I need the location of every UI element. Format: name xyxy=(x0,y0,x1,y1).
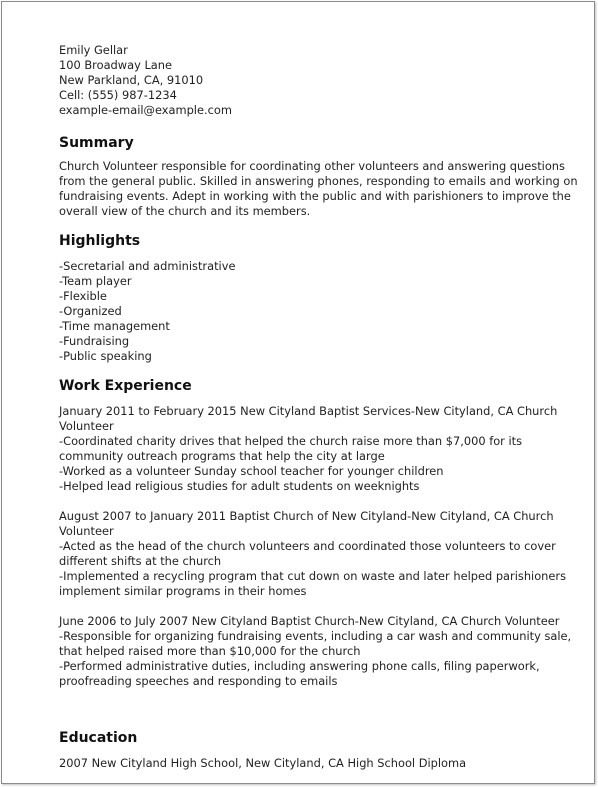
job-bullet: -Helped lead religious studies for adult students on weeknights xyxy=(59,479,420,493)
contact-email: example-email@example.com xyxy=(59,103,232,117)
job-bullet: -Responsible for organizing fundraising events, including a car wash and community sale, that helped raised more than $10,000 for the church xyxy=(59,629,572,658)
education-heading: Education xyxy=(59,730,138,746)
highlight-item: -Team player xyxy=(59,274,132,288)
job-bullet: -Acted as the head of the church volunteers and coordinated those volunteers to cover different shifts at the church xyxy=(59,539,556,568)
job-entry xyxy=(59,509,589,599)
education-section xyxy=(59,729,589,771)
job-entry xyxy=(59,404,589,494)
job-bullet: -Coordinated charity drives that helped the church raise more than $7,000 for its community outreach programs that help the city at large xyxy=(59,434,523,463)
highlight-item: -Fundraising xyxy=(59,334,130,348)
job-bullet: -Implemented a recycling program that cut down on waste and later helped parishioners implement similar programs in their homes xyxy=(59,569,567,598)
work-experience-heading: Work Experience xyxy=(59,378,192,394)
job-bullet: -Worked as a volunteer Sunday school teacher for younger children xyxy=(59,464,444,478)
resume-content xyxy=(59,43,589,771)
highlight-item: -Organized xyxy=(59,304,122,318)
summary-section xyxy=(59,134,589,219)
job-header: January 2011 to February 2015 New Cityland Baptist Services-New Cityland, CA Church Volunteer xyxy=(59,404,558,433)
job-header: August 2007 to January 2011 Baptist Church of New Cityland-New Cityland, CA Church Volunteer xyxy=(59,509,554,538)
education-text: 2007 New Cityland High School, New Cityland, CA High School Diploma xyxy=(59,756,467,770)
contact-street: 100 Broadway Lane xyxy=(59,58,172,72)
contact-name: Emily Gellar xyxy=(59,43,128,57)
job-bullet: -Performed administrative duties, including answering phone calls, filing paperwork, proofreading speeches and responding to emails xyxy=(59,659,540,688)
contact-block xyxy=(59,43,589,118)
highlights-heading: Highlights xyxy=(59,233,141,249)
contact-phone: Cell: (555) 987-1234 xyxy=(59,88,177,102)
contact-city: New Parkland, CA, 91010 xyxy=(59,73,204,87)
summary-text: Church Volunteer responsible for coordinating other volunteers and answering questions from the general public. Skilled in answering phones, responding to emails and working on fundraising events. Adept in working with the public and with parishioners to improve the overall view of the church and its members. xyxy=(59,159,578,218)
work-experience-section xyxy=(59,377,589,689)
highlights-section xyxy=(59,232,589,364)
highlight-item: -Flexible xyxy=(59,289,107,303)
highlight-item: -Public speaking xyxy=(59,349,152,363)
highlight-item: -Time management xyxy=(59,319,170,333)
highlight-item: -Secretarial and administrative xyxy=(59,259,236,273)
resume-page xyxy=(1,1,595,784)
job-header: June 2006 to July 2007 New Cityland Baptist Church-New Cityland, CA Church Volunteer xyxy=(59,614,560,628)
job-entry xyxy=(59,614,589,689)
summary-heading: Summary xyxy=(59,135,134,151)
